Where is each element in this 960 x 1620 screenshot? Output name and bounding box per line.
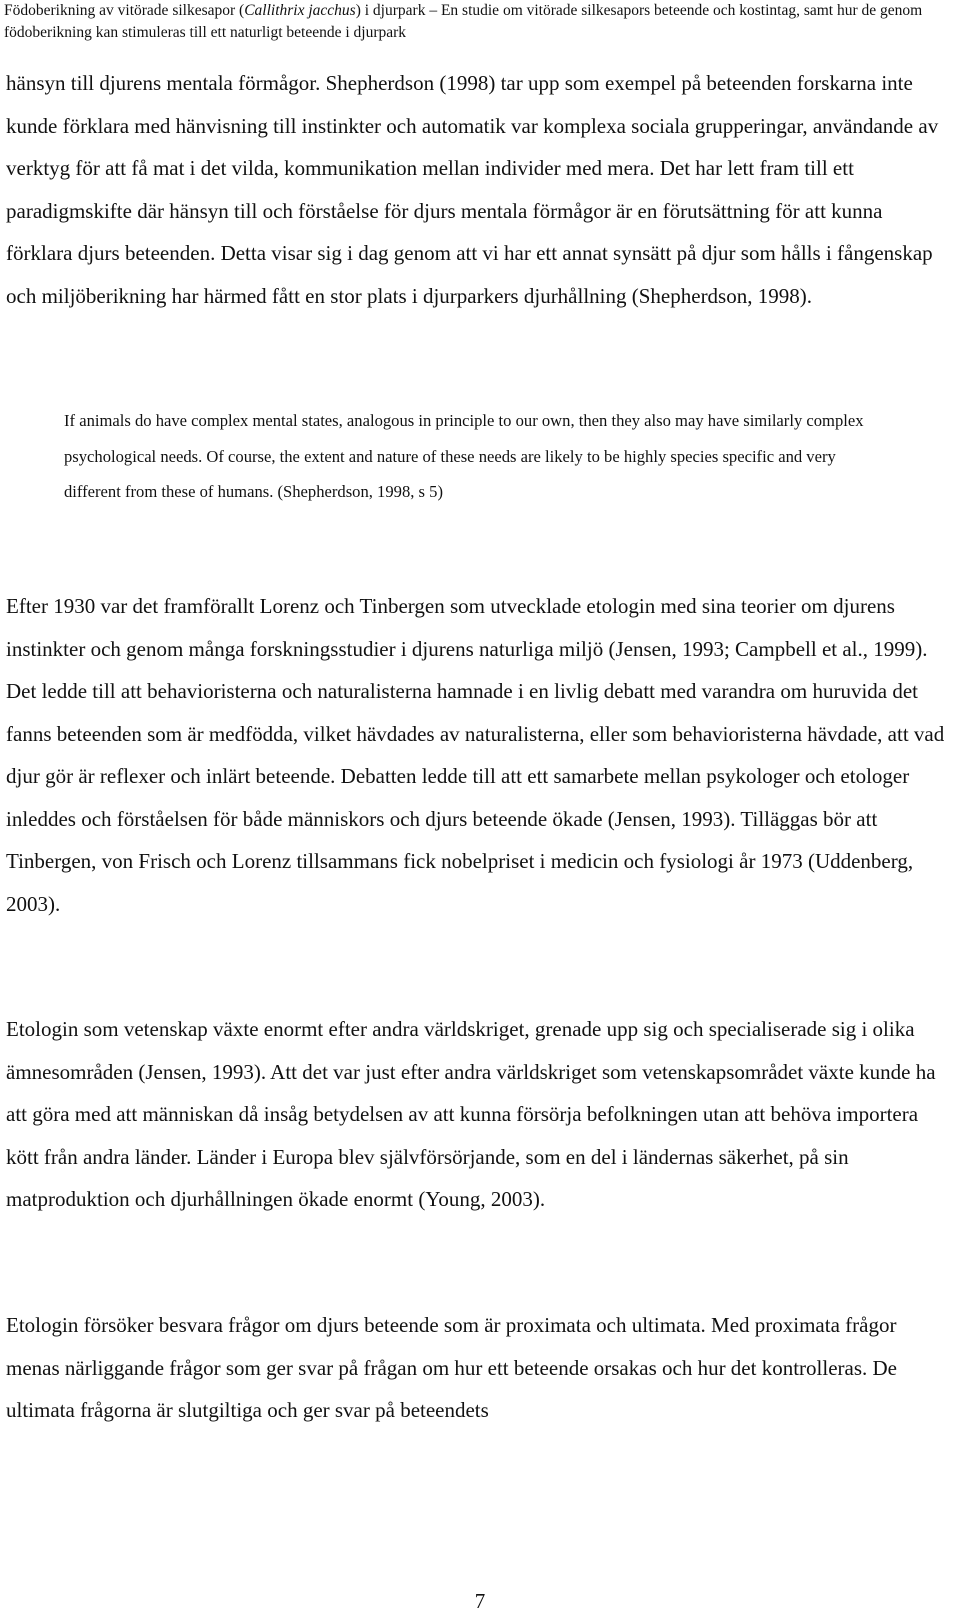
header-text-end: ) i djurpark – En studie om vitörade silkesapors beteende och kostintag, samt hur de genom födoberikning kan stimuleras till ett naturligt beteende i djurpark: [4, 2, 923, 41]
header-species-name: Callithrix jacchus: [244, 2, 356, 19]
paragraph-2: Efter 1930 var det framförallt Lorenz och Tinbergen som utvecklade etologin med sina teorier om djurens instinkter och genom många forskningsstudier i djurens naturliga miljö (Jensen, 1993; Campbell et al., 1999). Det ledde till att behavioristerna och naturalisterna hamnade i en livlig debatt med varandra om huruvida det fanns beteenden som är medfödda, vilket hävdades av naturalisterna, eller som behavioristerna hävdade, att vad djur gör är reflexer och inlärt beteende. Debatten ledde till att ett samarbete mellan psykologer och etologer inleddes och förståelsen för både människors och djurs beteende ökade (Jensen, 1993). Tilläggas bör att Tinbergen, von Frisch och Lorenz tillsammans fick nobelpriset i medicin och fysiologi år 1973 (Uddenberg, 2003).: [6, 594, 945, 916]
page-number: 7: [474, 1589, 486, 1613]
paragraph-1: hänsyn till djurens mentala förmågor. Shepherdson (1998) tar upp som exempel på beteenden forskarna inte kunde förklara med hänvisning till instinkter och automatik var komplexa sociala grupperingar, användande av verktyg för att få mat i det vilda, kommunikation mellan individer med mera. Det har lett fram till ett paradigmskifte där hänsyn till och förståelse för djurs mentala förmågor är en förutsättning för att kunna förklara djurs beteenden. Detta visar sig i dag genom att vi har ett annat synsätt på djur som hålls i fångenskap och miljöberikning har härmed fått en stor plats i djurparkers djurhållning (Shepherdson, 1998).: [6, 71, 939, 308]
block-quote: If animals do have complex mental states, analogous in principle to our own, then they also may have similarly complex psychological needs. Of course, the extent and nature of these needs are likely to be highly species specific and very different from these of humans. (Shepherdson, 1998, s 5): [64, 411, 864, 501]
running-header: [4, 0, 956, 44]
paragraph-3: Etologin som vetenskap växte enormt efter andra världskriget, grenade upp sig och specialiserade sig i olika ämnesområden (Jensen, 1993). Att det var just efter andra världskriget som vetenskapsområdet växte kunde ha att göra med att människan då insåg betydelsen av att kunna försörja befolkningen utan att behöva importera kött från andra länder. Länder i Europa blev självförsörjande, som en del i ländernas säkerhet, på sin matproduktion och djurhållningen ökade enormt (Young, 2003).: [6, 1017, 936, 1211]
header-text-start: Födoberikning av vitörade silkesapor (: [4, 2, 245, 19]
paragraph-4: Etologin försöker besvara frågor om djurs beteende som är proximata och ultimata. Med proximata frågor menas närliggande frågor som ger svar på frågan om hur ett beteende orsakas och hur det kontrolleras. De ultimata frågorna är slutgiltiga och ger svar på beteendets: [6, 1313, 898, 1422]
